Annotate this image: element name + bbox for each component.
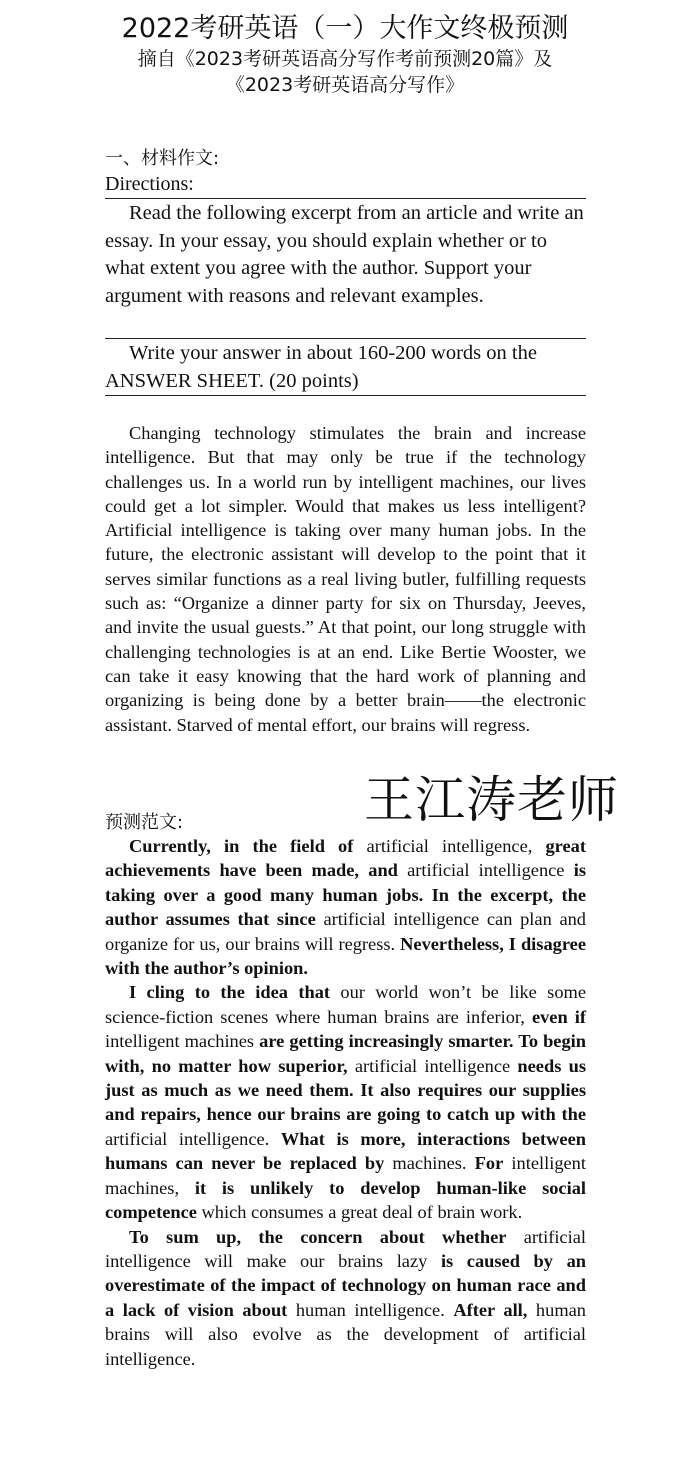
bold-text-run: is caused by an overestimate of the impact of technology on human race and a lack of vision about bbox=[105, 1250, 586, 1320]
divider bbox=[105, 198, 586, 199]
sample-essay-heading: 预测范文: bbox=[105, 812, 184, 833]
bold-text-run: I cling to the idea that bbox=[129, 982, 331, 1003]
divider bbox=[105, 338, 586, 339]
bold-text-run: is taking over a good many human jobs. In the excerpt, the author assumes that since bbox=[105, 860, 586, 930]
bold-text-run: For bbox=[474, 1153, 504, 1174]
bold-text-run: needs us just as much as we need them. It also requires our supplies and repairs, hence our brains are going to catch up with the bbox=[105, 1055, 586, 1125]
bold-text-run: Currently, in the field of bbox=[129, 836, 354, 856]
excerpt-passage bbox=[105, 421, 586, 737]
essay-paragraph bbox=[105, 834, 586, 980]
text-run: which consumes a great deal of brain work. bbox=[196, 1202, 523, 1223]
bold-text-run: To sum up, the concern about whether bbox=[129, 1226, 507, 1247]
bold-text-run: it is unlikely to develop human-like social competence bbox=[105, 1177, 586, 1223]
text-run: our world won’t be like some science-fiction scenes where human brains are inferior, bbox=[105, 982, 586, 1027]
text-run: artificial intelligence, bbox=[353, 836, 546, 856]
essay-paragraph bbox=[105, 1225, 586, 1371]
essay-paragraph bbox=[105, 980, 586, 1224]
text-run: intelligent machines bbox=[105, 1031, 260, 1052]
text-run: human intelligence. bbox=[287, 1299, 454, 1320]
instruction-paragraph-2 bbox=[105, 340, 586, 395]
bold-text-run: great achievements have been made, and bbox=[105, 836, 586, 881]
excerpt-text: Changing technology stimulates the brain and increase intelligence. But that may only be true if the technology challenges us. In a world run by intelligent machines, our lives could get a lot simpler. Would that makes us less intelligent? Artificial intelligence is taking over many human jobs. In the future, the electronic assistant will develop to the point that it serves similar functions as a real living butler, fulfilling requests such as: “Organize a dinner party for six on Thursday, Jeeves, and invite the usual guests.” At that point, our long struggle with challenging technologies is at an end. Like Bertie Wooster, we can take it easy knowing that the hard work of planning and organizing is being done by a better brain——the electronic assistant. Starved of mental effort, our brains will regress. bbox=[105, 423, 586, 735]
directions-label: Directions: bbox=[105, 173, 194, 195]
bold-text-run: After all, bbox=[453, 1299, 528, 1320]
bold-text-run: are getting increasingly smarter. To begin with, no matter how superior, bbox=[105, 1031, 586, 1076]
page-title: 2022考研英语（一）大作文终极预测 bbox=[121, 13, 569, 44]
section-heading: 一、材料作文: bbox=[105, 148, 220, 169]
bold-text-run: even if bbox=[531, 1006, 586, 1027]
source-line-2: 《2023考研英语高分写作》 bbox=[225, 74, 465, 96]
instruction-text-2: Write your answer in about 160-200 words on the ANSWER SHEET. (20 points) bbox=[105, 342, 537, 392]
text-run: artificial intelligence will make our brains lazy bbox=[105, 1226, 586, 1271]
bold-text-run: What is more, interactions between humans can never be replaced by bbox=[105, 1128, 586, 1174]
sample-essay bbox=[105, 834, 586, 1371]
text-run: artificial intelligence can plan and organize for us, our brains will regress. bbox=[105, 909, 587, 954]
instruction-paragraph-1 bbox=[105, 200, 586, 310]
text-run: human brains will also evolve as the development of artificial intelligence. bbox=[105, 1299, 586, 1369]
source-line-1: 摘自《2023考研英语高分写作考前预测20篇》及 bbox=[137, 48, 553, 70]
watermark-text: 王江涛老师 bbox=[364, 771, 619, 829]
instruction-text-1: Read the following excerpt from an article and write an essay. In your essay, you should explain whether or to what extent you agree with the author. Support your argument with reasons and relevant examples. bbox=[105, 202, 584, 307]
text-run: artificial intelligence bbox=[397, 860, 574, 881]
text-run: machines. bbox=[384, 1153, 475, 1174]
text-run: artificial intelligence bbox=[347, 1055, 518, 1076]
text-run: intelligent machines, bbox=[105, 1153, 586, 1198]
divider bbox=[105, 395, 586, 396]
text-run: artificial intelligence. bbox=[105, 1128, 281, 1149]
bold-text-run: Nevertheless, I disagree with the author’s opinion. bbox=[105, 933, 586, 979]
